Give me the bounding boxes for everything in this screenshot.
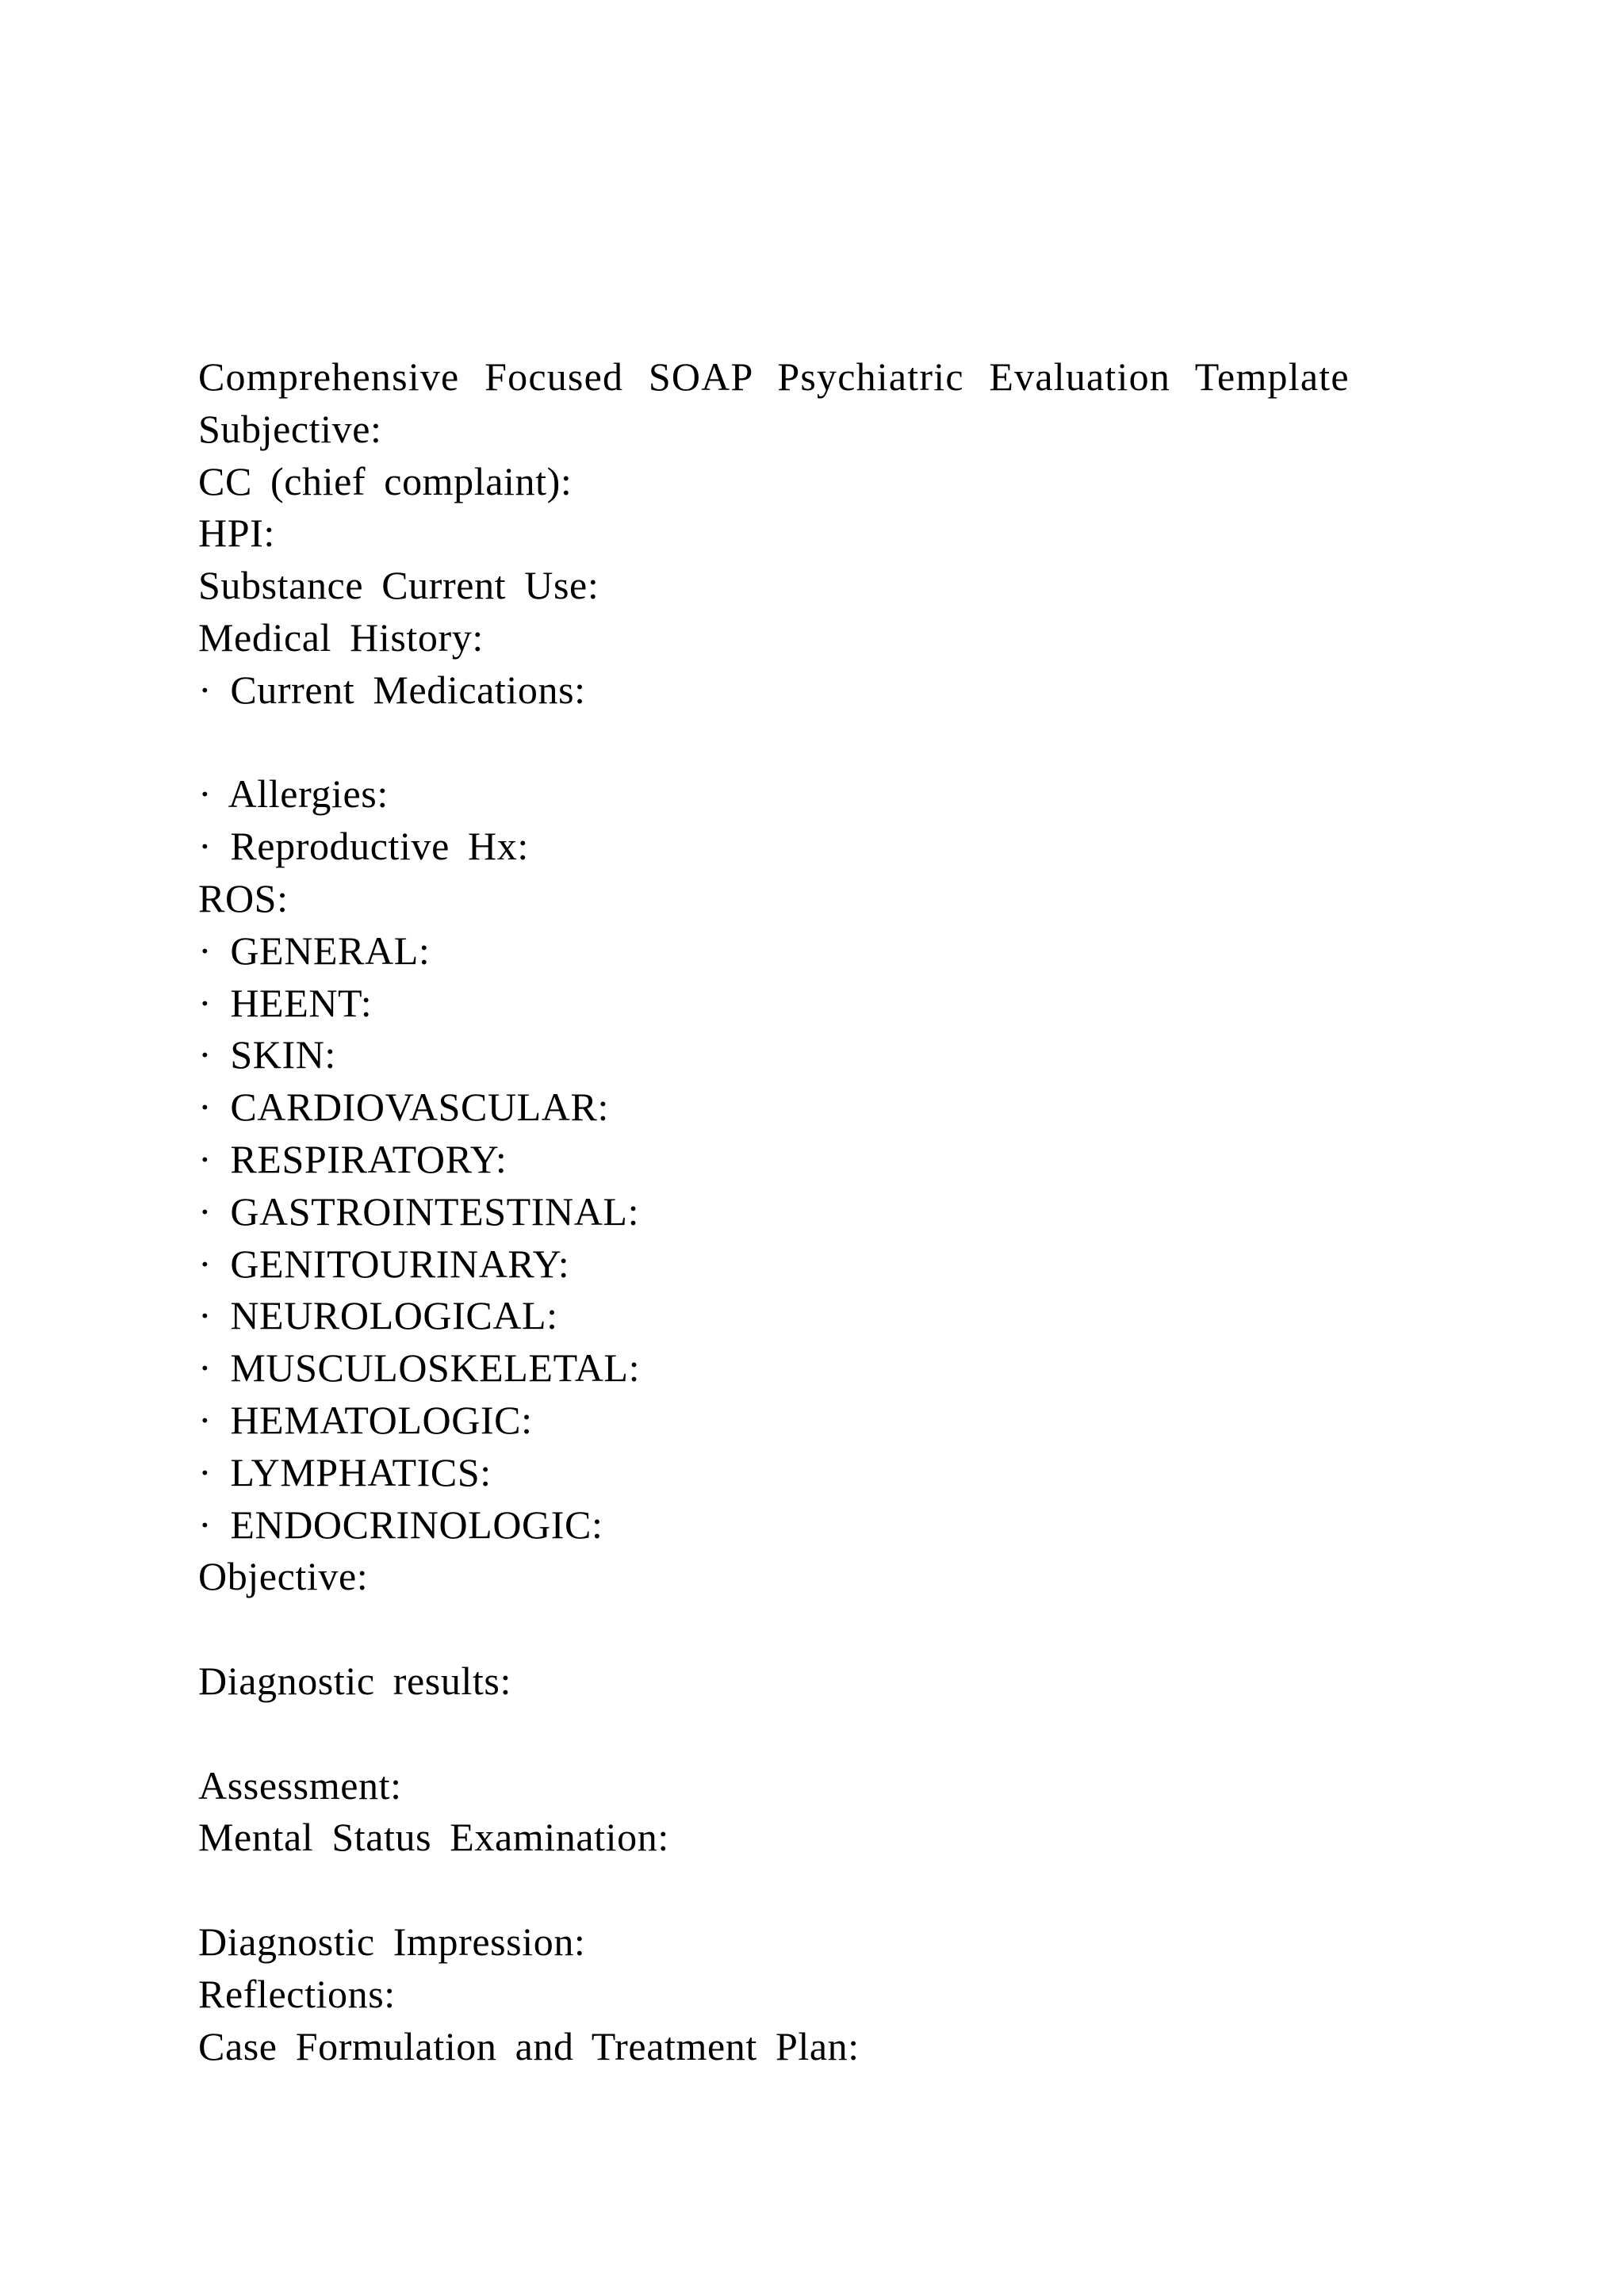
form-field-label: · HEENT: [198, 980, 373, 1025]
form-field-label: · ENDOCRINOLOGIC: [198, 1502, 603, 1547]
blank-line [198, 1603, 1594, 1655]
form-field-label: · CARDIOVASCULAR: [198, 1085, 609, 1130]
blank-line [198, 1708, 1594, 1760]
form-field-label: · MUSCULOSKELETAL: [198, 1345, 641, 1391]
form-field-label: Objective: [198, 1554, 369, 1599]
form-field-label: HPI: [198, 511, 275, 556]
form-field-label: · Allergies: [198, 771, 389, 817]
form-field-label: · GASTROINTESTINAL: [198, 1188, 640, 1234]
blank-line [198, 717, 1594, 769]
form-field-label: · GENITOURINARY: [198, 1241, 570, 1286]
document-title: Comprehensive Focused SOAP Psychiatric Evaluation Template [198, 354, 1350, 399]
form-field-label: Assessment: [198, 1762, 402, 1808]
form-field-label: · GENERAL: [198, 928, 431, 973]
form-field-label: Mental Status Examination: [198, 1815, 669, 1860]
form-field-label: · NEUROLOGICAL: [198, 1293, 558, 1338]
document-body [198, 351, 1594, 2072]
form-field-label: · HEMATOLOGIC: [198, 1397, 533, 1442]
form-field-label: · Reproductive Hx: [198, 824, 529, 869]
form-field-label: Case Formulation and Treatment Plan: [198, 2023, 860, 2068]
form-field-label: Subjective: [198, 406, 382, 451]
form-field-label: · LYMPHATICS: [198, 1449, 492, 1494]
form-field-label: Diagnostic Impression: [198, 1919, 586, 1964]
form-field-label: · Current Medications: [198, 667, 586, 712]
form-field-label: Medical History: [198, 614, 484, 660]
blank-line [198, 1864, 1594, 1916]
form-field-label: · SKIN: [198, 1032, 336, 1077]
form-field-label: CC (chief complaint): [198, 458, 573, 503]
form-field-label: ROS: [198, 875, 289, 920]
form-field-label: · RESPIRATORY: [198, 1136, 508, 1181]
form-field-label: Reflections: [198, 1971, 396, 2016]
form-field-label: Substance Current Use: [198, 563, 599, 608]
form-field-label: Diagnostic results: [198, 1658, 511, 1703]
